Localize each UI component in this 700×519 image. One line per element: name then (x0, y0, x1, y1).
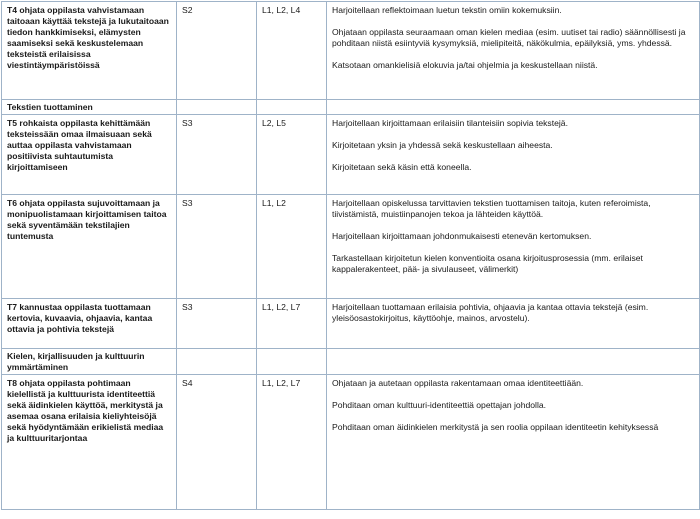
goal-cell: T8 ohjata oppilasta pohtimaan kielellistä ja kulttuurista identiteettiä sekä äidinkielen käyttöä, merkitystä ja asemaa osana erilaisia kieliyhteisöjä sekä hyödyntämään erikielistä mediaa ja kulttuuritarjontaa (2, 375, 177, 510)
section-row (2, 349, 700, 375)
activity-cell (327, 375, 700, 510)
competence-area-cell: L1, L2, L4 (257, 2, 327, 100)
activity-text: Pohditaan oman äidinkielen merkitystä ja sen roolia oppilaan identiteetin kehityksessä (332, 422, 659, 432)
content-area-cell: S3 (177, 195, 257, 299)
activity-text: Harjoitellaan kirjoittamaan johdonmukaisesti etenevän kertomuksen. (332, 231, 592, 241)
content-area-cell: S2 (177, 2, 257, 100)
table-row (2, 375, 700, 510)
goal-cell: T4 ohjata oppilasta vahvistamaan taitoaan käyttää tekstejä ja lukutaitoaan tiedon hankkimiseksi, elämysten saamiseksi sekä keskustelemaan teksteistä erilaisissa viestintäympäristöissä (2, 2, 177, 100)
content-area-cell: S3 (177, 299, 257, 349)
content-area-cell: S4 (177, 375, 257, 510)
competence-area-cell: L2, L5 (257, 115, 327, 195)
activity-text: Harjoitellaan reflektoimaan luetun tekstin omiin kokemuksiin. (332, 5, 562, 15)
competence-area-cell: L1, L2 (257, 195, 327, 299)
activity-cell (327, 299, 700, 349)
activity-text: Katsotaan omankielisiä elokuvia ja/tai ohjelmia ja keskustellaan niistä. (332, 60, 598, 70)
curriculum-table (1, 1, 700, 510)
table-row (2, 2, 700, 100)
table-row (2, 195, 700, 299)
goal-cell: T5 rohkaista oppilasta kehittämään teksteissään omaa ilmaisuaan sekä auttaa oppilasta vahvistamaan positiivista suhtautumista kirjoittamiseen (2, 115, 177, 195)
section-heading: Tekstien tuottaminen (2, 100, 177, 115)
activity-text: Tarkastellaan kirjoitetun kielen konventioita osana kirjoitusprosessia (mm. erilaiset kappalerakenteet, pää- ja sivulauseet, välimerkit) (332, 253, 643, 274)
activity-text: Ohjataan oppilasta seuraamaan oman kielen mediaa (esim. uutiset tai radio) säännöllisesti ja pohditaan niistä esiintyviä kysymyksiä, mielipiteitä, näkökulmia, epäilyksiä, yms. yhdessä. (332, 27, 686, 48)
goal-cell: T7 kannustaa oppilasta tuottamaan kertovia, kuvaavia, ohjaavia, kantaa ottavia ja pohtivia tekstejä (2, 299, 177, 349)
activity-text: Ohjataan ja autetaan oppilasta rakentamaan omaa identiteettiään. (332, 378, 584, 388)
activity-cell (327, 2, 700, 100)
competence-area-cell: L1, L2, L7 (257, 299, 327, 349)
activity-text: Kirjoitetaan yksin ja yhdessä sekä keskustellaan aiheesta. (332, 140, 553, 150)
activity-cell (327, 195, 700, 299)
activity-cell (327, 115, 700, 195)
section-heading: Kielen, kirjallisuuden ja kulttuurin ymmärtäminen (2, 349, 177, 375)
table-row (2, 115, 700, 195)
section-row (2, 100, 700, 115)
table-row (2, 299, 700, 349)
activity-text: Pohditaan oman kulttuuri-identiteettiä opettajan johdolla. (332, 400, 547, 410)
activity-text: Kirjoitetaan sekä käsin että koneella. (332, 162, 472, 172)
competence-area-cell: L1, L2, L7 (257, 375, 327, 510)
content-area-cell: S3 (177, 115, 257, 195)
activity-text: Harjoitellaan tuottamaan erilaisia pohtivia, ohjaavia ja kantaa ottavia tekstejä (esim. yleisöosastokirjoitus, käyttöohje, mainos, arvostelu). (332, 302, 649, 323)
goal-cell: T6 ohjata oppilasta sujuvoittamaan ja monipuolistamaan kirjoittamisen taitoa sekä syventämään tekstilajien tuntemusta (2, 195, 177, 299)
activity-text: Harjoitellaan opiskelussa tarvittavien tekstien tuottamisen taitoja, kuten referoimista, tiivistämistä, muistiinpanojen tekoa ja lähteiden käyttöä. (332, 198, 651, 219)
activity-text: Harjoitellaan kirjoittamaan erilaisiin tilanteisiin sopivia tekstejä. (332, 118, 568, 128)
